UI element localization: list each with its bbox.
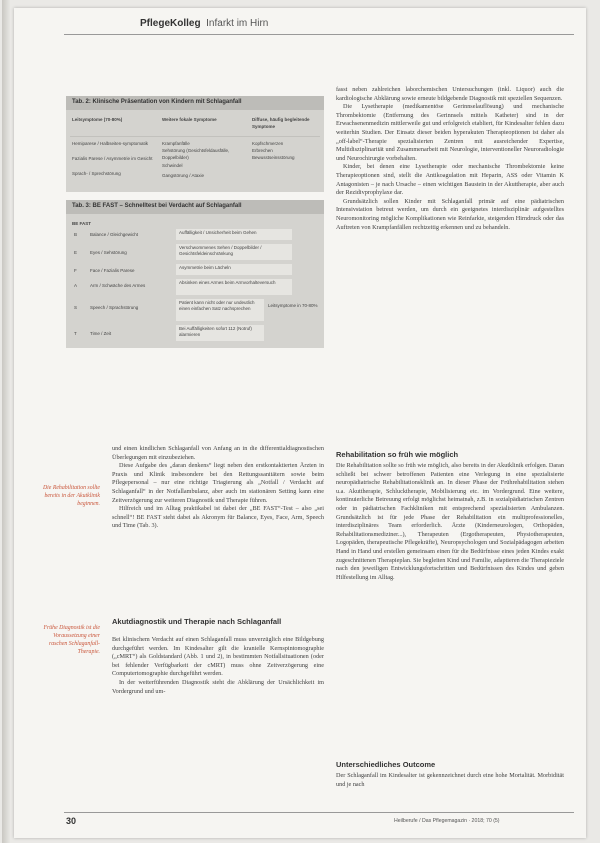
table-2-header-2: Weitere fokale Symptome (162, 117, 217, 122)
table-3-test: Bei Auffälligkeiten sofort 112 (Notruf) alarmieren (176, 325, 264, 341)
right-text-column-3 (336, 772, 564, 789)
table-2 (66, 96, 324, 192)
table-3-body (66, 214, 324, 348)
table-3-test: Asymmetrie beim Lächeln (176, 264, 292, 275)
paragraph: In der weiterführenden Diagnostik steht die Abklärung der Ursächlichkeit im Vordergrund und um- (112, 678, 324, 695)
paragraph: Grundsätzlich sollen Kinder mit Schlaganfall primär auf eine pädiatrischen Intensivstation betreut werden, um durch ein geeignetes interdisziplinär aufgestelltes Neuromonitoring mögliche Komplikationen wie Reinfarkte, steigenden Hirndruck oder das Auftreten von Krampfanfällen rechtzeitig erkennen und zu behandeln. (336, 197, 564, 231)
table-3-label: BE FAST (72, 221, 92, 226)
heading-rehabilitation: Rehabilitation so früh wie möglich (336, 450, 459, 459)
table-3-name: Face / Fazialis Parese (90, 268, 135, 273)
table-3-letter: S (74, 305, 78, 310)
table-2-cell: Kopfschmerzen (252, 141, 284, 146)
footer-source: Heilberufe / Das Pflegemagazin · 2018; 70 (5) (394, 818, 500, 824)
table-2-cell: Gangstörung / Ataxie (162, 173, 205, 178)
table-3-letter: B (74, 232, 78, 237)
paragraph: fasst neben zahlreichen laborchemischen Untersuchungen (inkl. Liquor) auch die kardiologische Abklärung sowie erneute bildgebende Diagnostik mit speziellen Sequenzen. (336, 86, 564, 102)
left-text-column (112, 445, 324, 531)
table-3-name: Speech / Sprachstörung (90, 305, 139, 310)
paragraph: Der Schlaganfall im Kindesalter ist gekennzeichnet durch eine hohe Mortalität. Morbidität und je nach (336, 772, 564, 788)
heading-outcome: Unterschiedliches Outcome (336, 760, 436, 769)
right-text-column (336, 86, 564, 232)
paragraph: und einen kindlichen Schlaganfall von Anfang an in die differentialdiagnostischen Überlegungen mit einzubeziehen. (112, 445, 324, 461)
table-2-title: Tab. 2: Klinische Präsentation von Kindern mit Schlaganfall (66, 96, 324, 110)
table-2-header-3: Diffuse, häufig begleitende Symptome (252, 117, 310, 129)
footer-rule (64, 812, 574, 813)
table-3-name: Time / Zeit (90, 331, 112, 336)
table-2-cell: Schwindel (162, 163, 183, 168)
table-3-name: Arm / Schwäche des Armes (90, 283, 146, 288)
header-section: Infarkt im Hirn (206, 18, 269, 29)
table-2-header-1: Leitsymptome (70-80%) (72, 117, 123, 122)
paragraph: Die Rehabilitation sollte so früh wie möglich, also bereits in der Akutklinik erfolgen. Daran schließt bei schwer betroffenen Patienten eine Verlegung in eine spezialisierte neuropädiatrische Rehabilitationsklinik an. In dieser Phase der Frührehabilitation stehen u.a. Akuttherapie, Schlucktherapie, Mobilisierung etc. im Vordergrund. Eine weitere, kontinuierliche Betreuung erfolgt möglichst heimatnah, z.B. in sozialpädiatrischen Zentren oder in pädiatrischen Fachkliniken mit entsprechend spezialisierten Ambulanzen. Grundsätzlich ist für jede Phase der Rehabilitation ein multiprofessionelles, interdisziplinäres Team erforderlich. Ärzte (Kinderneurologen, Orthopäden, Rehabilitationsmediziner...), Therapeuten (Ergotherapeuten, Physiotherapeuten, Logopäden, therapeutische Pflegekräfte), Neuropsychologen und Sozialpädagogen arbeiten Hand in Hand und erstellen gemeinsam einen für die Bedürfnisse eines jeden Kindes exakt zugeschnittenen Therapieplan. Sie begleiten Kind und Familie, adaptieren die Therapieziele nach den jeweiligen Entwicklungsfortschritten und Bedürfnissen des Kindes und geben Hilfestellung im Alltag. (336, 462, 564, 581)
paragraph: Hilfreich und im Alltag praktikabel ist dabei der „BE FAST“-Test – also „sei schnell“! BE FAST steht dabei als Akronym für Balance, Eyes, Face, Arm, Speech und Time (Tab. 3). (112, 505, 324, 530)
table-2-cell: Sprach- / Sprechstörung (72, 171, 121, 176)
paragraph: Kinder, bei denen eine Lysetherapie oder mechanische Thrombektomie keine Therapieoptionen sind, stellt die Antikoagulation mit Heparin, ASS oder Vitamin K Antagonisten – je nach Ursache – einen wichtigen Baustein in der Akuttherapie, aber auch der Rezidivprophylaxe dar. (336, 163, 564, 197)
table-3-letter: E (74, 250, 78, 255)
paragraph: Bei klinischem Verdacht auf einen Schlaganfall muss unverzüglich eine Bildgebung durchgeführt werden. Im Kindesalter gilt die kranielle Kernspintomographie („cMRT“) als Goldstandard (Abb. 1 und 2), in bestimmten Notfallsituationen (oder bei fehlender Verfügbarkeit der cMRT) muss ohne Zeitverzögerung eine Computertomographie durchgeführt werden. (112, 636, 324, 678)
table-3-test: Verschwommenes Sehen / Doppelbilder / Gesichtsfeldeinschränkung (176, 244, 292, 260)
table-3-name: Eyes / Sehstörung (90, 250, 127, 255)
table-2-rule (70, 136, 320, 137)
table-2-cell: Krampfanfälle (162, 141, 190, 146)
header-rule (64, 34, 574, 35)
running-header (140, 18, 268, 29)
heading-akutdiagnostik: Akutdiagnostik und Therapie nach Schlaganfall (112, 617, 282, 626)
table-3-name: Balance / Gleichgewicht (90, 232, 139, 237)
table-2-cell: Fazialis Parese / Asymmetrie im Gesicht (72, 156, 153, 161)
table-2-cell: Hemiparese / Halbseiten-symptomatik (72, 141, 149, 146)
table-3-test: Auffälligkeit / Unsicherheit beim Gehen (176, 229, 292, 240)
table-2-cell: Sehstörung (Gesichtsfeldausfälle, Doppelbilder) (162, 148, 230, 160)
table-3-letter: A (74, 283, 78, 288)
table-2-body (66, 110, 324, 192)
paragraph: Die Lysetherapie (medikamentöse Gerinnselauflösung) und mechanische Thrombektomie (Entfernung des Gerinnsels mittels Katheter) sind in der Erwachsenenmedizin mittlerweile gut und erfolgreich etabliert, für Kindesalter fehlen dazu weiterhin Studien. Der Einsatz dieser beiden hyperakuten Therapieoptionen ist daher als „off-label“-Therapie spezialisierten Zentren mit ausreichender Expertise, Multidisziplinarität und Zusammenarbeit mit Neurologie, interventioneller Neuroradiologie und Neurochirurgie vorbehalten. (336, 103, 564, 162)
table-3 (66, 200, 324, 348)
table-2-cell: Bewusstseinsstörung (252, 155, 295, 160)
table-3-note: Leitsymptome in 70-80% (268, 303, 318, 308)
table-3-test: Patient kann nicht oder nur undeutlich einen einfachen Satz nachsprechen (176, 299, 264, 321)
paragraph: Diese Aufgabe des „daran denkens“ liegt neben den erstkontaktierten Ärzten in Praxis und Klinik insbesondere bei den Rettungssanitätern sowie beim Pflegepersonal – nur eine richtige Triagierung als „Notfall / Verdacht auf Schlaganfall“ in der Notfallambulanz, aber auch im stationären Setting kann eine Zeitverzögerung zur weiteren Diagnostik und Therapie führen. (112, 462, 324, 504)
sidenote-rehabilitation: Die Rehabilitation sollte bereits in der Akutklinik beginnen. (43, 485, 100, 507)
header-brand: PflegeKolleg (140, 18, 201, 29)
table-3-test: Absinken eines Armes beim Armvorhalteversuch (176, 279, 292, 295)
sidenote-diagnostics: Frühe Diagnostik ist die Voraussetzung einer raschen Schlaganfall-Therapie. (43, 625, 100, 655)
right-text-column-2 (336, 462, 564, 582)
table-3-title: Tab. 3: BE FAST – Schnelltest bei Verdacht auf Schlaganfall (66, 200, 324, 214)
table-3-letter: T (74, 331, 77, 336)
table-2-cell: Erbrechen (252, 148, 273, 153)
book-spine (2, 0, 10, 843)
left-text-column-2 (112, 636, 324, 696)
page-number: 30 (66, 816, 77, 826)
table-3-letter: F (74, 268, 77, 273)
